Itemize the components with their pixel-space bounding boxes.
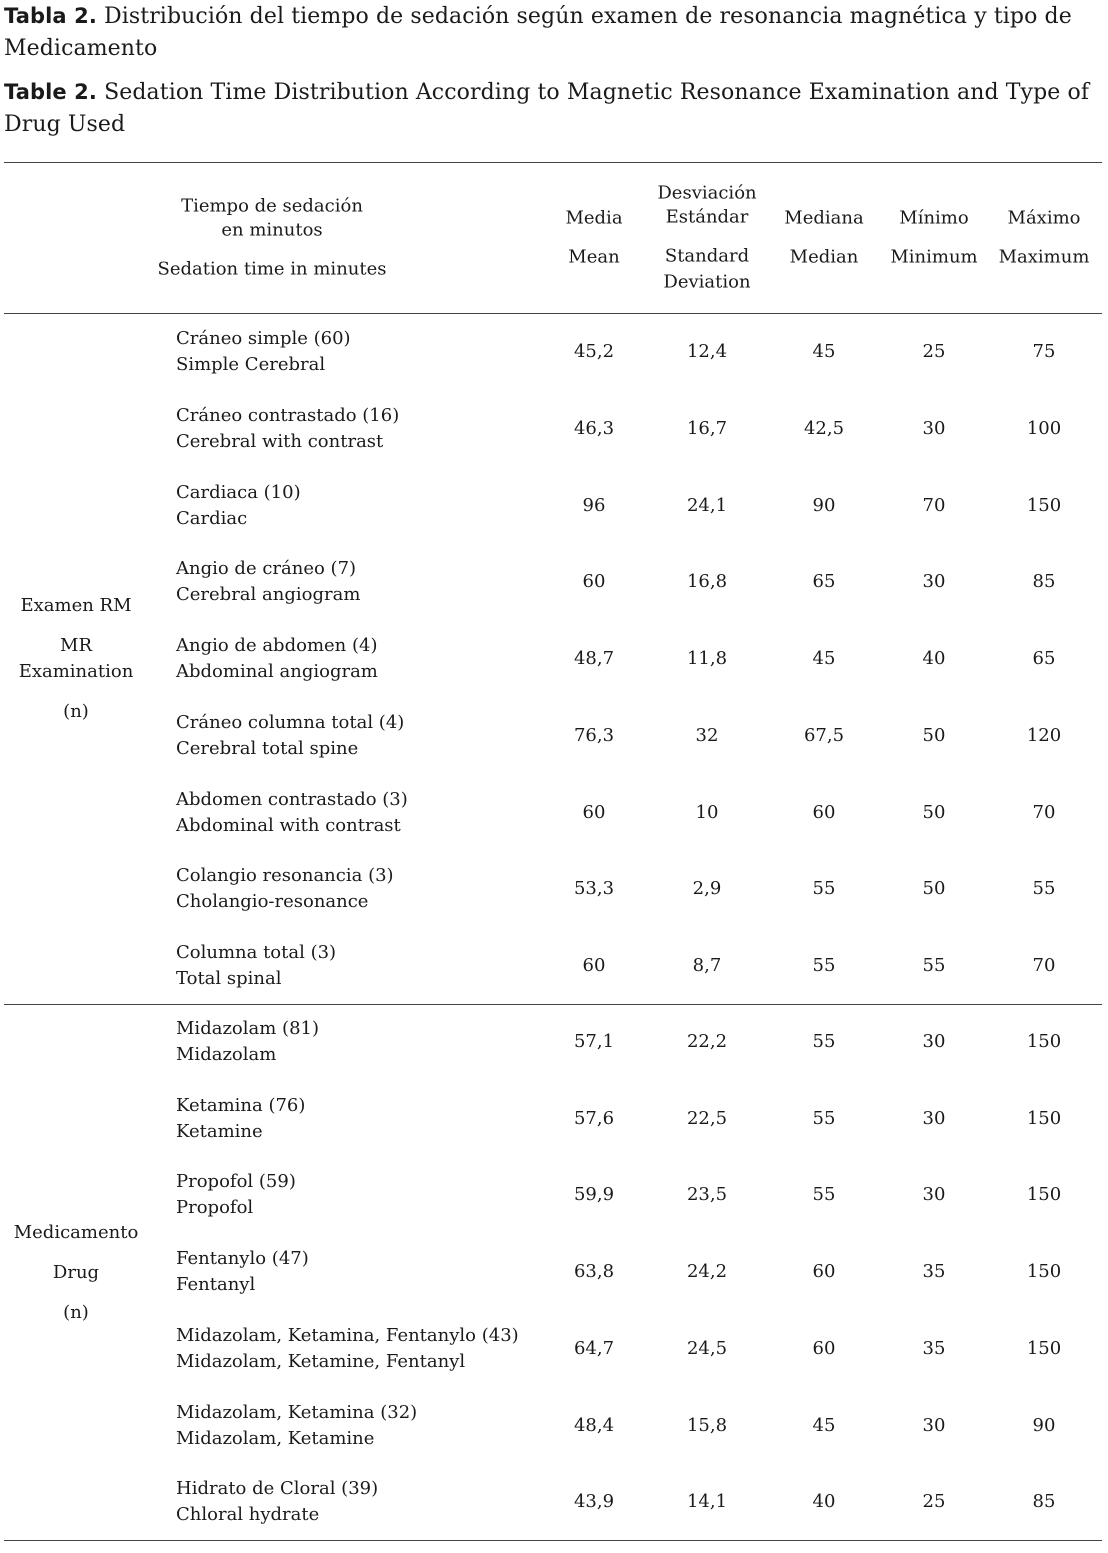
cell-max: 150 [1026, 1107, 1062, 1129]
row-label-en: Propofol [176, 1197, 254, 1219]
row-label-es: Ketamina (76) [176, 1094, 306, 1116]
caption-english-text: Sedation Time Distribution According to Magnetic Resonance Examination and Type of Drug Used [4, 80, 1090, 137]
row-label-en: Simple Cerebral [176, 354, 326, 375]
cell-mean: 53,3 [573, 878, 615, 900]
table-top-rule [4, 162, 1102, 163]
row-label-en: Abdominal with contrast [176, 814, 401, 836]
row-label-es: Cráneo simple (60) [176, 328, 351, 349]
cell-min: 25 [922, 341, 946, 362]
cell-mean: 63,8 [573, 1261, 615, 1283]
cell-min: 25 [922, 1491, 946, 1513]
row-label-es: Cardiaca (10) [176, 481, 301, 503]
cell-sd: 2,9 [692, 878, 722, 900]
cell-sd: 22,5 [686, 1107, 728, 1129]
row-label-en: Total spinal [176, 968, 282, 989]
caption-spanish-label: Tabla 2. [4, 4, 97, 28]
cell-median: 90 [812, 494, 836, 516]
cell-sd: 24,1 [686, 494, 728, 516]
cell-sd: 10 [695, 801, 719, 823]
cell-mean: 57,1 [573, 1031, 615, 1052]
header-mean-en: Mean [568, 246, 620, 268]
caption-spanish-text: Distribución del tiempo de sedación según examen de resonancia magnética y tipo de Medicamento [4, 4, 1072, 61]
row-label-en: Midazolam, Ketamine, Fentanyl [176, 1350, 466, 1372]
cell-median: 60 [812, 1261, 836, 1283]
cell-mean: 76,3 [573, 724, 615, 746]
row-label-en: Cerebral with contrast [176, 430, 384, 452]
cell-median: 55 [812, 1031, 836, 1052]
cell-min: 55 [922, 955, 946, 976]
table-bottom-rule [4, 1540, 1102, 1541]
cell-min: 50 [922, 801, 946, 823]
cell-max: 100 [1026, 417, 1062, 439]
header-median-es: Mediana [784, 207, 864, 229]
group-label-en-1: Drug [52, 1262, 100, 1283]
cell-median: 67,5 [803, 724, 845, 746]
cell-mean: 57,6 [573, 1107, 615, 1129]
cell-min: 30 [922, 571, 946, 593]
cell-max: 70 [1032, 801, 1056, 823]
caption-spanish [4, 0, 1104, 65]
cell-max: 150 [1026, 494, 1062, 516]
row-label-en: Cardiac [176, 507, 248, 529]
header-mean-es: Media [565, 207, 623, 229]
cell-sd: 12,4 [686, 341, 728, 362]
cell-mean: 48,7 [573, 648, 615, 669]
cell-median: 40 [812, 1491, 836, 1513]
row-label-es: Midazolam, Ketamina (32) [176, 1401, 418, 1423]
cell-sd: 8,7 [692, 955, 722, 976]
header-sd-en-2: Deviation [663, 271, 751, 293]
cell-median: 55 [812, 955, 836, 976]
cell-mean: 64,7 [573, 1337, 615, 1359]
header-median-en: Median [789, 246, 859, 268]
row-label-es: Midazolam (81) [176, 1018, 319, 1039]
row-label-es: Abdomen contrastado (3) [176, 788, 408, 810]
header-sd-es-1: Desviación [657, 182, 757, 204]
row-label-en: Chloral hydrate [176, 1504, 320, 1526]
header-sd-en-1: Standard [664, 245, 750, 267]
row-label-es: Cráneo contrastado (16) [176, 404, 400, 426]
cell-median: 55 [812, 878, 836, 900]
cell-max: 70 [1032, 955, 1056, 976]
cell-mean: 59,9 [573, 1184, 615, 1206]
header-time-en: Sedation time in minutes [157, 258, 387, 280]
header-max-es: Máximo [1007, 207, 1081, 229]
header-bottom-rule [4, 313, 1102, 314]
group-label-es: Medicamento [13, 1222, 139, 1243]
cell-max: 150 [1026, 1261, 1062, 1283]
row-label-en: Fentanyl [176, 1274, 256, 1296]
cell-median: 65 [812, 571, 836, 593]
cell-min: 35 [922, 1261, 946, 1283]
cell-max: 85 [1032, 1491, 1056, 1513]
cell-mean: 60 [582, 571, 606, 593]
cell-sd: 11,8 [686, 648, 728, 669]
group-label-es: Examen RM [20, 595, 132, 616]
cell-mean: 48,4 [573, 1414, 615, 1436]
cell-mean: 60 [582, 955, 606, 976]
row-label-es: Hidrato de Cloral (39) [176, 1478, 379, 1500]
cell-sd: 32 [695, 724, 719, 746]
group-label-en-2: Examination [18, 661, 134, 682]
row-label-es: Colangio resonancia (3) [176, 865, 394, 887]
row-label-es: Midazolam, Ketamina, Fentanylo (43) [176, 1324, 519, 1346]
row-label-es: Angio de abdomen (4) [176, 635, 378, 656]
cell-min: 40 [922, 648, 946, 669]
cell-sd: 23,5 [686, 1184, 728, 1206]
row-label-en: Cerebral angiogram [176, 584, 361, 606]
cell-median: 45 [812, 341, 836, 362]
header-max-en: Maximum [998, 246, 1090, 268]
cell-sd: 16,7 [686, 417, 728, 439]
cell-mean: 60 [582, 801, 606, 823]
caption-english [4, 76, 1104, 141]
row-label-en: Midazolam [176, 1044, 277, 1065]
cell-max: 55 [1032, 878, 1056, 900]
cell-mean: 96 [582, 494, 606, 516]
row-label-en: Cholangio-resonance [176, 891, 369, 913]
row-label-es: Propofol (59) [176, 1171, 296, 1193]
cell-min: 30 [922, 1184, 946, 1206]
cell-min: 50 [922, 724, 946, 746]
row-label-en: Midazolam, Ketamine [176, 1427, 375, 1449]
cell-max: 85 [1032, 571, 1056, 593]
cell-sd: 24,5 [686, 1337, 728, 1359]
row-label-en: Cerebral total spine [176, 737, 359, 759]
cell-mean: 45,2 [573, 341, 615, 362]
header-sd-es-2: Estándar [665, 206, 749, 228]
row-label-en: Ketamine [176, 1120, 263, 1142]
cell-min: 30 [922, 1414, 946, 1436]
row-label-es: Columna total (3) [176, 942, 337, 963]
cell-min: 30 [922, 1031, 946, 1052]
cell-min: 70 [922, 494, 946, 516]
cell-min: 50 [922, 878, 946, 900]
cell-median: 42,5 [803, 417, 845, 439]
cell-median: 60 [812, 1337, 836, 1359]
row-label-es: Cráneo columna total (4) [176, 711, 405, 733]
cell-max: 150 [1026, 1031, 1062, 1052]
group-label-n: (n) [63, 1302, 89, 1323]
cell-max: 120 [1026, 724, 1062, 746]
cell-median: 45 [812, 648, 836, 669]
cell-mean: 43,9 [573, 1491, 615, 1513]
cell-min: 30 [922, 417, 946, 439]
group-label-en-1: MR [60, 635, 92, 656]
cell-min: 35 [922, 1337, 946, 1359]
cell-median: 55 [812, 1184, 836, 1206]
header-time-es-2: en minutos [221, 219, 323, 241]
cell-max: 65 [1032, 648, 1056, 669]
cell-sd: 22,2 [686, 1031, 728, 1052]
group-separator-rule [4, 1004, 1102, 1005]
cell-min: 30 [922, 1107, 946, 1129]
cell-max: 75 [1032, 341, 1056, 362]
cell-max: 150 [1026, 1337, 1062, 1359]
header-min-es: Mínimo [899, 207, 969, 229]
row-label-es: Angio de cráneo (7) [176, 558, 357, 580]
row-label-en: Abdominal angiogram [176, 661, 378, 682]
cell-max: 90 [1032, 1414, 1056, 1436]
cell-median: 60 [812, 801, 836, 823]
group-label-n: (n) [63, 701, 89, 722]
header-min-en: Minimum [890, 246, 978, 268]
cell-max: 150 [1026, 1184, 1062, 1206]
cell-mean: 46,3 [573, 417, 615, 439]
cell-sd: 16,8 [686, 571, 728, 593]
cell-sd: 15,8 [686, 1414, 728, 1436]
cell-median: 55 [812, 1107, 836, 1129]
cell-median: 45 [812, 1414, 836, 1436]
header-time-es-1: Tiempo de sedación [181, 195, 363, 217]
row-label-es: Fentanylo (47) [176, 1248, 309, 1270]
caption-english-label: Table 2. [4, 80, 97, 104]
cell-sd: 14,1 [686, 1491, 728, 1513]
cell-sd: 24,2 [686, 1261, 728, 1283]
